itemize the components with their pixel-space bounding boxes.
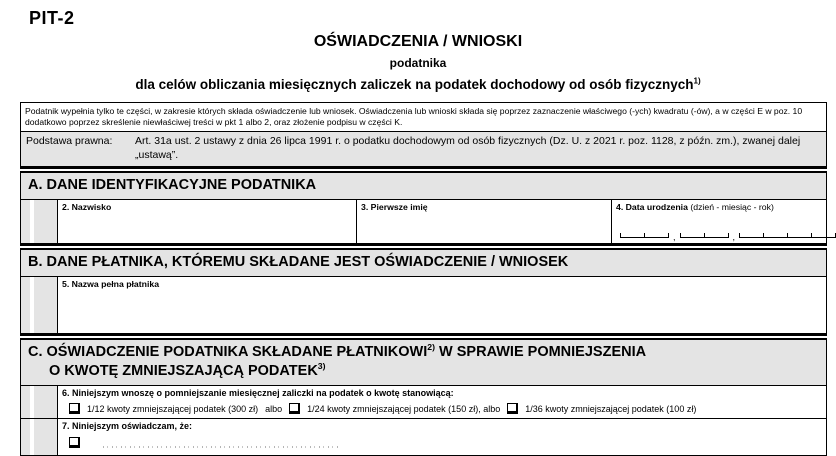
surname-label: 2. Nazwisko: [62, 202, 112, 212]
date-digit-box[interactable]: [811, 233, 836, 238]
date-digit-box[interactable]: [680, 233, 705, 238]
first-name-label: 3. Pierwsze imię: [361, 202, 428, 212]
form-subtitle: podatnika: [389, 56, 447, 70]
field-7-label: 7. Niniejszym oświadczam, że:: [62, 421, 193, 431]
left-margin-strip: [21, 386, 58, 418]
legal-basis-text: Art. 31a ust. 2 ustawy z dnia 26 lipca 1991 r. o podatku dochodowym od osób fizycznych (Dz. U. z 2021 r. poz. 1128, z późn. zm.), zwanej dalej „ustawą”.: [135, 135, 801, 161]
section-b-fields: [21, 276, 826, 333]
payer-name-label: 5. Nazwa pełna płatnika: [62, 279, 160, 289]
field-6-options: [62, 403, 826, 414]
partially-visible-text: [103, 446, 341, 448]
date-digit-box[interactable]: [704, 233, 729, 238]
surname-field[interactable]: [58, 200, 356, 243]
checkbox-1-24[interactable]: [289, 403, 300, 414]
field-6-row: [21, 385, 826, 418]
option-1-12-label: 1/12 kwoty zmniejszającej podatek (300 zł): [87, 403, 259, 414]
birth-date-format-hint: (dzień - miesiąc - rok): [690, 202, 774, 212]
checkbox-field-7[interactable]: [69, 437, 80, 448]
birth-date-input-boxes[interactable]: [620, 232, 835, 242]
section-b-header: B. DANE PŁATNIKA, KTÓREMU SKŁADANE JEST OŚWIADCZENIE / WNIOSEK: [21, 250, 826, 276]
first-name-field[interactable]: [356, 200, 611, 243]
form-body: [20, 102, 827, 456]
section-a: [20, 173, 827, 244]
field-6: [58, 386, 826, 418]
left-margin-strip: [21, 419, 58, 455]
birth-date-field[interactable]: [611, 200, 826, 243]
footnote-ref-1: 1): [693, 76, 701, 86]
legal-basis-row: [21, 131, 826, 166]
field-7: [58, 419, 826, 455]
separator-albo-2: , albo: [478, 403, 501, 414]
date-group-separator: ,: [673, 232, 676, 242]
separator-albo-1: albo: [265, 403, 283, 414]
option-1-36-label: 1/36 kwoty zmniejszającej podatek (100 zł): [525, 403, 697, 414]
date-group-separator: ,: [732, 232, 736, 242]
footnote-ref-3: 3): [317, 361, 326, 372]
filling-instruction: Podatnik wypełnia tylko te części, w zakresie których składa oświadczenie lub wniosek. Oświadczenia lub wnioski składa się poprzez zaznaczenie właściwego (-ych) kwadratu (-ów), a w części E w poz. 10 dodatkowo poprzez skreślenie niewłaściwej treści w pkt 1 albo 2, oraz złożenie podpisu w części K.: [25, 106, 803, 127]
checkbox-1-36[interactable]: [507, 403, 518, 414]
field-7-row: [21, 418, 826, 455]
date-digit-box[interactable]: [787, 233, 812, 238]
date-digit-box[interactable]: [620, 233, 645, 238]
section-c: [20, 340, 827, 456]
field-7-option-cut-off: [62, 437, 826, 451]
birth-date-label: 4. Data urodzenia: [616, 202, 688, 212]
date-digit-box[interactable]: [739, 233, 764, 238]
date-digit-box[interactable]: [763, 233, 788, 238]
left-margin-strip: [21, 277, 58, 333]
payer-name-field[interactable]: [58, 277, 826, 333]
field-6-label: 6. Niniejszym wnoszę o pomniejszanie miesięcznej zaliczki na podatek o kwotę stanowiącą:: [62, 388, 454, 398]
section-c-header-line1: C. OŚWIADCZENIE PODATNIKA SKŁADANE PŁATNIKOWI$^{2)}$ W SPRAWIE POMNIEJSZENIA: [28, 342, 647, 360]
left-margin-strip: [21, 200, 58, 243]
legal-basis-label: Podstawa prawna:: [26, 135, 113, 147]
section-a-fields: [21, 199, 826, 243]
form-purpose-line: dla celów obliczania miesięcznych zaliczek na podatek dochodowy od osób fizycznych$^{1)}$: [135, 76, 701, 92]
form-title: OŚWIADCZENIA / WNIOSKI: [313, 33, 523, 50]
section-c-header-line2: O KWOTĘ ZMNIEJSZAJĄCĄ PODATEK$^{3)}$: [49, 361, 326, 379]
footnote-ref-2: 2): [427, 342, 436, 353]
section-c-header: [21, 340, 826, 385]
option-1-24-label: 1/24 kwoty zmniejszającej podatek (150 zł): [307, 403, 479, 414]
date-digit-box[interactable]: [644, 233, 669, 238]
form-code: PIT-2: [29, 8, 75, 28]
section-b: [20, 250, 827, 334]
checkbox-1-12[interactable]: [69, 403, 80, 414]
form-title-block: [0, 33, 836, 92]
intro-box: [20, 102, 827, 167]
section-a-header: A. DANE IDENTYFIKACYJNE PODATNIKA: [21, 173, 826, 199]
